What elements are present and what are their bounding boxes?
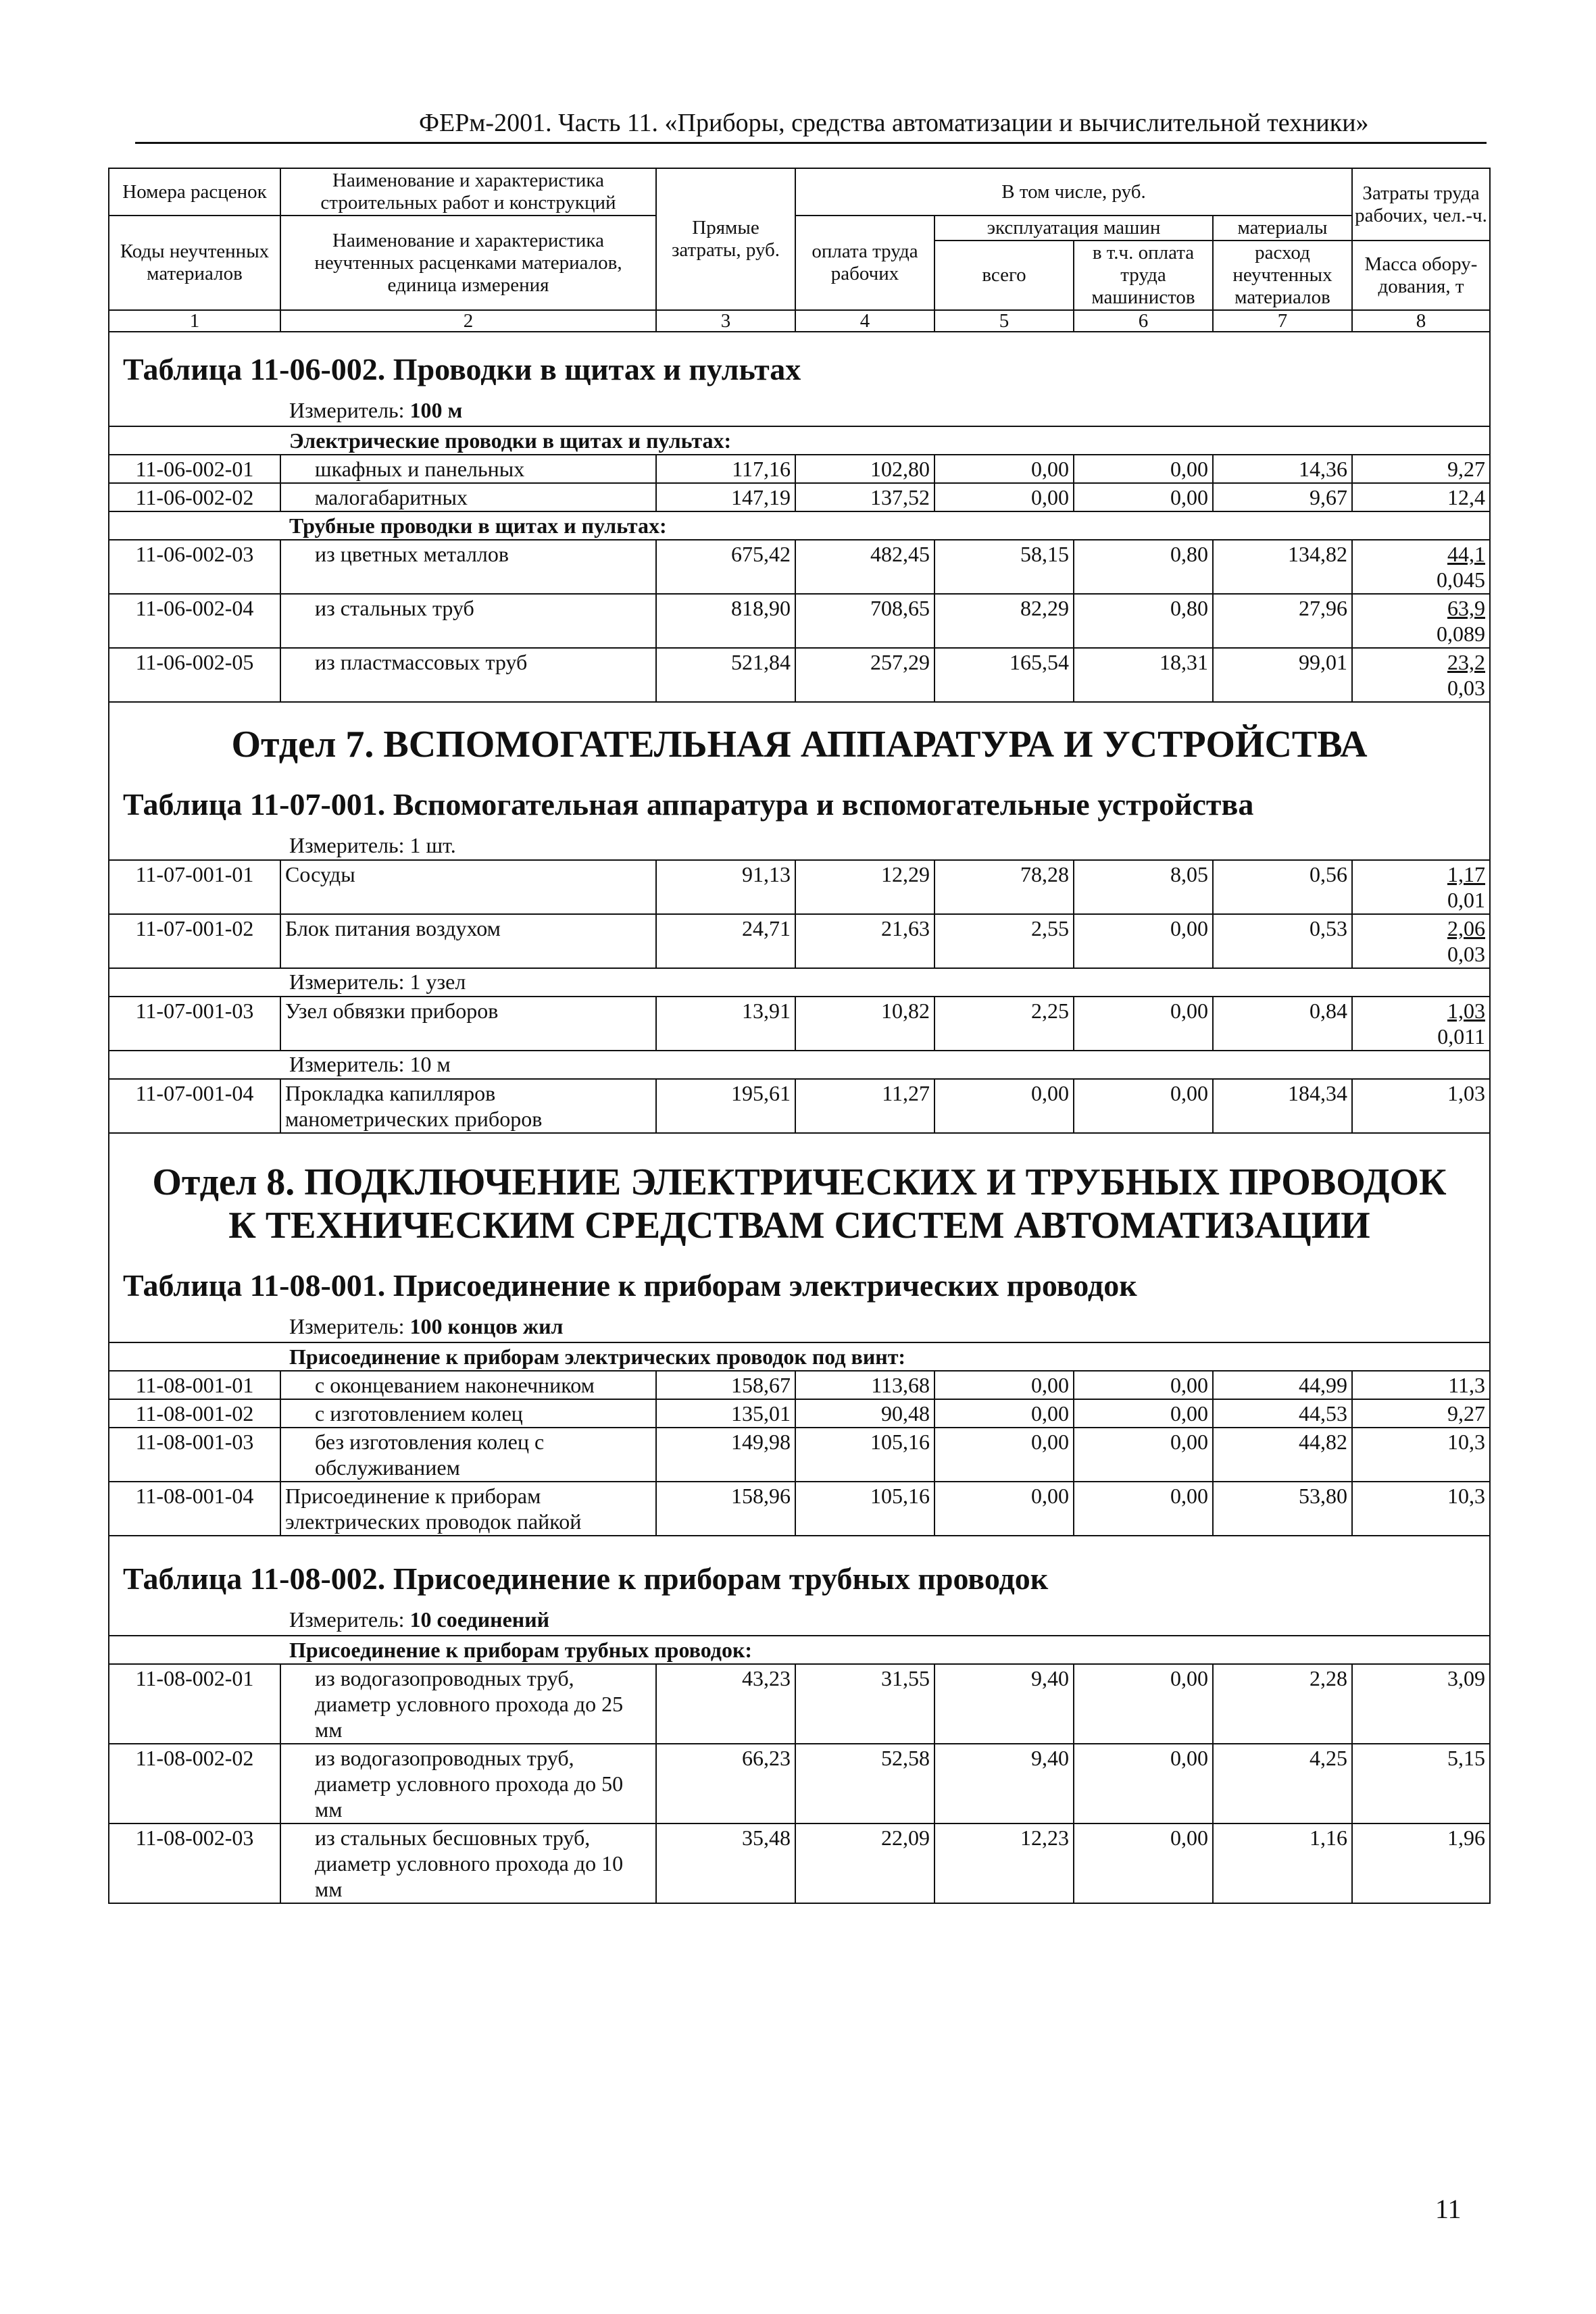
work-name: из цветных металлов [280, 540, 656, 594]
equipment-mass: 0,03 [1447, 942, 1485, 966]
labor-hours: 12,4 [1352, 483, 1490, 511]
materials-cost: 2,28 [1213, 1664, 1352, 1744]
labor-hours: 2,06 [1447, 916, 1485, 940]
col-pay-header: оплата труда рабочих [795, 216, 934, 310]
rate-code: 11-08-001-03 [109, 1428, 280, 1482]
machinist-pay: 0,80 [1074, 540, 1213, 594]
work-name: малогабаритных [280, 483, 656, 511]
materials-cost: 0,53 [1213, 914, 1352, 968]
col-mass-header: Масса обору-дования, т [1352, 241, 1490, 310]
labor-pay: 10,82 [795, 997, 934, 1051]
labor-hours-and-mass [1352, 914, 1490, 968]
table-row [109, 1079, 1490, 1133]
materials-cost: 27,96 [1213, 594, 1352, 648]
equipment-mass: 0,011 [1437, 1024, 1485, 1049]
table-row [109, 860, 1490, 914]
unit-line: Измеритель: 1 шт. [109, 832, 1490, 860]
table-row [109, 1823, 1490, 1903]
machine-total: 78,28 [934, 860, 1074, 914]
section-heading-line-1: Отдел 8. ПОДКЛЮЧЕНИЕ ЭЛЕКТРИЧЕСКИХ И ТРУБНЫХ ПРОВОДОК [152, 1161, 1447, 1203]
col-number: 2 [280, 310, 656, 332]
labor-hours-and-mass [1352, 540, 1490, 594]
equipment-mass: 0,01 [1447, 888, 1485, 912]
work-name: Прокладка капилляров манометрических приборов [280, 1079, 656, 1133]
col-number: 3 [656, 310, 795, 332]
direct-cost: 521,84 [656, 648, 795, 702]
header-row-1 [109, 168, 1490, 216]
direct-cost: 158,67 [656, 1371, 795, 1399]
machinist-pay: 0,00 [1074, 1428, 1213, 1482]
work-name: Узел обвязки приборов [280, 997, 656, 1051]
labor-hours: 10,3 [1352, 1482, 1490, 1536]
direct-cost: 43,23 [656, 1664, 795, 1744]
equipment-mass: 0,089 [1437, 622, 1485, 646]
group-heading: Присоединение к приборам трубных проводок: [109, 1636, 1490, 1664]
materials-cost: 1,16 [1213, 1823, 1352, 1903]
section-heading [109, 1133, 1490, 1261]
rate-code: 11-07-001-01 [109, 860, 280, 914]
work-name: Присоединение к приборам электрических проводок пайкой [280, 1482, 656, 1536]
machine-total: 9,40 [934, 1664, 1074, 1744]
machine-total: 0,00 [934, 1399, 1074, 1428]
machinist-pay: 18,31 [1074, 648, 1213, 702]
rate-code: 11-06-002-05 [109, 648, 280, 702]
unit-label: Измеритель: [289, 1314, 405, 1338]
machine-total: 2,55 [934, 914, 1074, 968]
col-machines-total-header: всего [934, 241, 1074, 310]
labor-hours: 1,03 [1447, 999, 1485, 1023]
unit-label: Измеритель: [289, 1607, 405, 1632]
unit-value: 100 м [409, 398, 463, 422]
direct-cost: 675,42 [656, 540, 795, 594]
rate-code: 11-08-002-02 [109, 1744, 280, 1823]
group-heading: Присоединение к приборам электрических проводок под винт: [109, 1342, 1490, 1371]
materials-cost: 0,56 [1213, 860, 1352, 914]
labor-hours: 23,2 [1447, 650, 1485, 674]
labor-hours-and-mass [1352, 648, 1490, 702]
page-header: ФЕРм-2001. Часть 11. «Приборы, средства автоматизации и вычислительной техники» [419, 109, 1369, 137]
labor-pay: 137,52 [795, 483, 934, 511]
labor-hours: 63,9 [1447, 596, 1485, 620]
machinist-pay: 0,00 [1074, 1744, 1213, 1823]
header-row-2 [109, 216, 1490, 241]
machinist-pay: 0,00 [1074, 455, 1213, 483]
table-row [109, 594, 1490, 648]
work-name: без изготовления колец с обслуживанием [280, 1428, 656, 1482]
rate-code: 11-08-002-03 [109, 1823, 280, 1903]
machine-total: 0,00 [934, 1482, 1074, 1536]
group-heading: Трубные проводки в щитах и пультах: [109, 511, 1490, 540]
group-heading: Электрические проводки в щитах и пультах: [109, 426, 1490, 455]
machine-total: 0,00 [934, 1371, 1074, 1399]
materials-cost: 44,99 [1213, 1371, 1352, 1399]
machine-total: 0,00 [934, 1428, 1074, 1482]
table-row [109, 648, 1490, 702]
work-name: из водогазопроводных труб, диаметр условного прохода до 25 мм [280, 1664, 656, 1744]
machinist-pay: 0,00 [1074, 1823, 1213, 1903]
labor-hours: 3,09 [1352, 1664, 1490, 1744]
col-number: 1 [109, 310, 280, 332]
labor-pay: 105,16 [795, 1428, 934, 1482]
rate-code: 11-07-001-03 [109, 997, 280, 1051]
col-number: 4 [795, 310, 934, 332]
machinist-pay: 0,00 [1074, 483, 1213, 511]
equipment-mass: 0,03 [1447, 676, 1485, 700]
labor-pay: 113,68 [795, 1371, 934, 1399]
labor-pay: 105,16 [795, 1482, 934, 1536]
unit-line [109, 1313, 1490, 1342]
materials-cost: 99,01 [1213, 648, 1352, 702]
col-incl-header: В том числе, руб. [795, 168, 1352, 216]
materials-cost: 44,53 [1213, 1399, 1352, 1428]
labor-pay: 90,48 [795, 1399, 934, 1428]
machine-total: 0,00 [934, 483, 1074, 511]
machinist-pay: 0,80 [1074, 594, 1213, 648]
table-title: Таблица 11-08-002. Присоединение к приборам трубных проводок [109, 1536, 1490, 1607]
machine-total: 165,54 [934, 648, 1074, 702]
materials-cost: 44,82 [1213, 1428, 1352, 1482]
work-name: Сосуды [280, 860, 656, 914]
rate-code: 11-08-001-04 [109, 1482, 280, 1536]
labor-pay: 257,29 [795, 648, 934, 702]
materials-cost: 53,80 [1213, 1482, 1352, 1536]
table-row [109, 914, 1490, 968]
materials-cost: 4,25 [1213, 1744, 1352, 1823]
work-name: шкафных и панельных [280, 455, 656, 483]
work-name: с оконцеванием наконечником [280, 1371, 656, 1399]
col-name-header: Наименование и характеристика строительных работ и конструкций [280, 168, 656, 216]
labor-hours: 11,3 [1352, 1371, 1490, 1399]
machine-total: 0,00 [934, 1079, 1074, 1133]
col-materials-codes-header: Коды неучтенных материалов [109, 216, 280, 310]
labor-hours: 5,15 [1352, 1744, 1490, 1823]
rate-code: 11-06-002-03 [109, 540, 280, 594]
unit-value: 100 концов жил [409, 1314, 564, 1338]
table-row [109, 455, 1490, 483]
table-row [109, 483, 1490, 511]
direct-cost: 149,98 [656, 1428, 795, 1482]
direct-cost: 66,23 [656, 1744, 795, 1823]
rate-code: 11-07-001-02 [109, 914, 280, 968]
table-row [109, 1664, 1490, 1744]
col-direct-header: Прямые затраты, руб. [656, 168, 795, 310]
table-title: Таблица 11-06-002. Проводки в щитах и пультах [109, 332, 1490, 397]
col-materials-header: материалы [1213, 216, 1352, 241]
machinist-pay: 0,00 [1074, 1079, 1213, 1133]
materials-cost: 0,84 [1213, 997, 1352, 1051]
materials-cost: 14,36 [1213, 455, 1352, 483]
labor-hours: 44,1 [1447, 542, 1485, 566]
table-row [109, 1399, 1490, 1428]
unit-line [109, 397, 1490, 426]
machine-total: 9,40 [934, 1744, 1074, 1823]
labor-pay: 21,63 [795, 914, 934, 968]
column-numbers-row [109, 310, 1490, 332]
labor-hours-and-mass [1352, 860, 1490, 914]
labor-pay: 708,65 [795, 594, 934, 648]
machine-total: 2,25 [934, 997, 1074, 1051]
table-row [109, 1371, 1490, 1399]
unit-line: Измеритель: 10 м [109, 1051, 1490, 1079]
machinist-pay: 8,05 [1074, 860, 1213, 914]
rate-code: 11-08-001-02 [109, 1399, 280, 1428]
rate-code: 11-08-001-01 [109, 1371, 280, 1399]
direct-cost: 91,13 [656, 860, 795, 914]
work-name: из пластмассовых труб [280, 648, 656, 702]
page-number: 11 [1435, 2194, 1462, 2224]
machinist-pay: 0,00 [1074, 1664, 1213, 1744]
col-number: 7 [1213, 310, 1352, 332]
labor-hours: 9,27 [1352, 1399, 1490, 1428]
materials-cost: 134,82 [1213, 540, 1352, 594]
rate-code: 11-06-002-02 [109, 483, 280, 511]
header-rule [135, 142, 1487, 144]
col-number: 6 [1074, 310, 1213, 332]
direct-cost: 117,16 [656, 455, 795, 483]
labor-pay: 11,27 [795, 1079, 934, 1133]
col-machines-header: эксплуатация машин [934, 216, 1213, 241]
direct-cost: 818,90 [656, 594, 795, 648]
labor-pay: 22,09 [795, 1823, 934, 1903]
col-number: 5 [934, 310, 1074, 332]
direct-cost: 13,91 [656, 997, 795, 1051]
labor-hours: 1,96 [1352, 1823, 1490, 1903]
direct-cost: 24,71 [656, 914, 795, 968]
direct-cost: 35,48 [656, 1823, 795, 1903]
col-materials-name-header: Наименование и характеристика неучтенных расценками материалов, единица измерения [280, 216, 656, 310]
col-codes-header: Номера расценок [109, 168, 280, 216]
table-row [109, 1744, 1490, 1823]
work-name: из водогазопроводных труб, диаметр условного прохода до 50 мм [280, 1744, 656, 1823]
machinist-pay: 0,00 [1074, 1482, 1213, 1536]
direct-cost: 195,61 [656, 1079, 795, 1133]
machinist-pay: 0,00 [1074, 997, 1213, 1051]
machine-total: 0,00 [934, 455, 1074, 483]
rate-code: 11-06-002-04 [109, 594, 280, 648]
labor-hours: 10,3 [1352, 1428, 1490, 1482]
col-number: 8 [1352, 310, 1490, 332]
labor-hours: 9,27 [1352, 455, 1490, 483]
machine-total: 58,15 [934, 540, 1074, 594]
table-title: Таблица 11-07-001. Вспомогательная аппаратура и вспомогательные устройства [109, 780, 1490, 832]
direct-cost: 135,01 [656, 1399, 795, 1428]
machinist-pay: 0,00 [1074, 1399, 1213, 1428]
unit-label: Измеритель: [289, 398, 405, 422]
machine-total: 82,29 [934, 594, 1074, 648]
rate-code: 11-06-002-01 [109, 455, 280, 483]
rates-table [108, 168, 1491, 1904]
machine-total: 12,23 [934, 1823, 1074, 1903]
labor-pay: 52,58 [795, 1744, 934, 1823]
table-row [109, 1428, 1490, 1482]
materials-cost: 184,34 [1213, 1079, 1352, 1133]
labor-hours: 1,17 [1447, 862, 1485, 886]
unit-line: Измеритель: 1 узел [109, 968, 1490, 997]
col-machinists-pay-header: в т.ч. оплата труда машинистов [1074, 241, 1213, 310]
section-heading: Отдел 7. ВСПОМОГАТЕЛЬНАЯ АППАРАТУРА И УСТРОЙСТВА [109, 702, 1490, 780]
direct-cost: 147,19 [656, 483, 795, 511]
work-name: Блок питания воздухом [280, 914, 656, 968]
labor-pay: 12,29 [795, 860, 934, 914]
work-name: из стальных труб [280, 594, 656, 648]
direct-cost: 158,96 [656, 1482, 795, 1536]
labor-pay: 482,45 [795, 540, 934, 594]
col-mat-use-header: расход неучтенных материалов [1213, 241, 1352, 310]
rate-code: 11-07-001-04 [109, 1079, 280, 1133]
labor-hours: 1,03 [1352, 1079, 1490, 1133]
unit-line [109, 1607, 1490, 1636]
rate-code: 11-08-002-01 [109, 1664, 280, 1744]
table-title: Таблица 11-08-001. Присоединение к приборам электрических проводок [109, 1261, 1490, 1313]
table-row [109, 540, 1490, 594]
table-row [109, 997, 1490, 1051]
machinist-pay: 0,00 [1074, 914, 1213, 968]
equipment-mass: 0,045 [1437, 568, 1485, 592]
work-name: с изготовлением колец [280, 1399, 656, 1428]
materials-cost: 9,67 [1213, 483, 1352, 511]
labor-hours-and-mass [1352, 997, 1490, 1051]
unit-value: 10 соединений [409, 1607, 550, 1632]
section-heading-line-2: К ТЕХНИЧЕСКИМ СРЕДСТВАМ СИСТЕМ АВТОМАТИЗАЦИИ [228, 1205, 1370, 1247]
labor-pay: 31,55 [795, 1664, 934, 1744]
labor-hours-and-mass [1352, 594, 1490, 648]
table-row [109, 1482, 1490, 1536]
col-labor-header: Затраты труда рабочих, чел.-ч. [1352, 168, 1490, 241]
work-name: из стальных бесшовных труб, диаметр условного прохода до 10 мм [280, 1823, 656, 1903]
labor-pay: 102,80 [795, 455, 934, 483]
machinist-pay: 0,00 [1074, 1371, 1213, 1399]
